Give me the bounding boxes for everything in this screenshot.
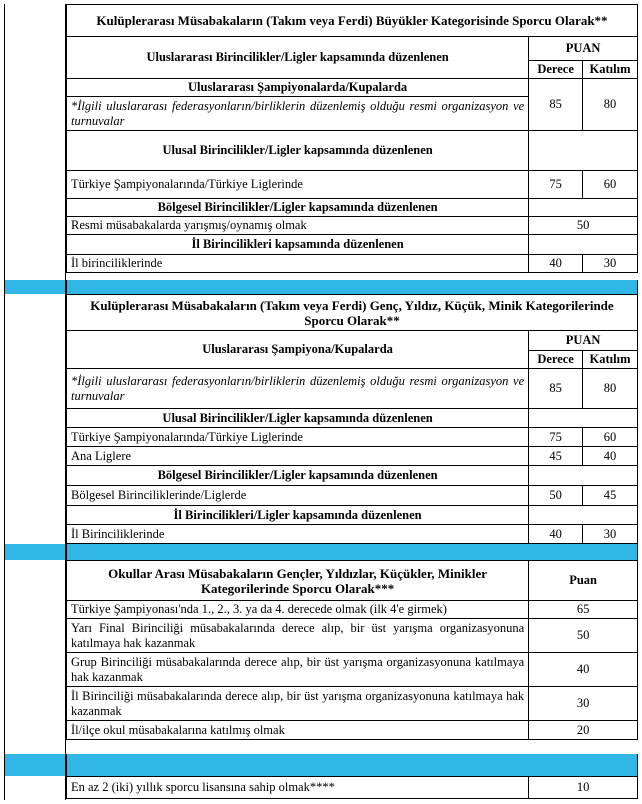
section-schools: [66, 560, 638, 740]
school-row-label: Grup Birinciliği müsabakalarında derece alıp, bir üst yarışma organizasyonuna katılmaya hak kazanmak: [67, 653, 529, 687]
puan-header: PUAN: [529, 331, 638, 351]
school-row-label: İl/ilçe okul müsabakalarına katılmış olmak: [67, 721, 529, 740]
empty-cell: [529, 199, 638, 217]
left-margin-column: [4, 4, 66, 800]
intl-note: *İlgili uluslararası federasyonların/birliklerin düzenlemiş olduğu resmi organizasyon ve turnuvalar: [67, 97, 529, 131]
bolgesel-derece-value: 50: [529, 486, 583, 506]
school-row-value: 50: [529, 619, 638, 653]
intl-header: Uluslararası Şampiyona/Kupalarda: [67, 331, 529, 369]
ulusal-header: Ulusal Birincilikler/Ligler kapsamında düzenlenen: [67, 131, 529, 171]
separator-band: [66, 754, 638, 776]
intl-note: *İlgili uluslararası federasyonların/birliklerin düzenlemiş olduğu resmi organizasyon ve turnuvalar: [67, 369, 529, 409]
section-seniors: [66, 4, 638, 273]
school-row-value: 20: [529, 721, 638, 740]
intl-derece-value: 85: [529, 369, 583, 409]
resmi-label: Resmi müsabakalarda yarışmış/oynamış olmak: [67, 217, 529, 235]
license-table: [66, 776, 638, 799]
puan-header: PUAN: [529, 37, 638, 61]
empty-cell: [529, 466, 638, 486]
il-header: İl Birincilikleri/Ligler kapsamında düzenlenen: [67, 506, 529, 525]
ana-label: Ana Liglere: [67, 447, 529, 466]
license-label: En az 2 (iki) yıllık sporcu lisansına sahip olmak****: [67, 777, 529, 799]
il-derece-value: 40: [529, 255, 583, 273]
katilim-header: Katılım: [583, 61, 638, 79]
seniors-table: [66, 4, 638, 273]
left-separator-band: [5, 280, 65, 294]
section-title: Kulüplerarası Müsabakaların (Takım veya Ferdi) Genç, Yıldız, Küçük, Minik Kategorilerinde Sporcu Olarak**: [67, 295, 638, 331]
school-row-value: 65: [529, 601, 638, 619]
empty-cell: [529, 131, 638, 171]
school-row-label: İl Birinciliği müsabakalarında derece alıp, bir üst yarışma organizasyonuna katılmaya hak kazanmak: [67, 687, 529, 721]
il-label: İl Birinciliklerinde: [67, 525, 529, 544]
school-row-value: 30: [529, 687, 638, 721]
section-youth: [66, 294, 638, 544]
bolgesel-header: Bölgesel Birincilikler/Ligler kapsamında düzenlenen: [67, 199, 529, 217]
license-value: 10: [529, 777, 638, 799]
katilim-header: Katılım: [583, 351, 638, 369]
intl-katilim-value: 80: [583, 369, 638, 409]
tr-derece-value: 75: [529, 428, 583, 447]
school-row-value: 40: [529, 653, 638, 687]
bolgesel-label: Bölgesel Birinciliklerinde/Liglerde: [67, 486, 529, 506]
section-title: Okullar Arası Müsabakaların Gençler, Yıldızlar, Küçükler, Minikler Kategorilerinde Sporcu Olarak***: [67, 561, 529, 601]
bolgesel-katilim-value: 45: [583, 486, 638, 506]
intl-derece-value: 85: [529, 79, 583, 131]
puan-header: Puan: [529, 561, 638, 601]
ana-derece-value: 45: [529, 447, 583, 466]
left-separator-band: [5, 754, 65, 776]
il-derece-value: 40: [529, 525, 583, 544]
school-row-label: Türkiye Şampiyonası'nda 1., 2., 3. ya da 4. derecede olmak (ilk 4'e girmek): [67, 601, 529, 619]
bolgesel-header: Bölgesel Birincilikler/Ligler kapsamında düzenlenen: [67, 466, 529, 486]
separator-band: [66, 280, 638, 294]
separator-band: [66, 544, 638, 560]
intl-katilim-value: 80: [583, 79, 638, 131]
intl-header: Uluslararası Birincilikler/Ligler kapsamında düzenlenen: [67, 37, 529, 79]
tr-label: Türkiye Şampiyonalarında/Türkiye Liglerinde: [67, 428, 529, 447]
tr-katilim-value: 60: [583, 171, 638, 199]
document-page: [4, 4, 638, 800]
ulusal-header: Ulusal Birincilikler/Ligler kapsamında düzenlenen: [67, 409, 529, 428]
tr-katilim-value: 60: [583, 428, 638, 447]
section-title: Kulüplerarası Müsabakaların (Takım veya Ferdi) Büyükler Kategorisinde Sporcu Olarak**: [67, 5, 638, 37]
empty-cell: [529, 506, 638, 525]
section-license: [66, 776, 638, 799]
youth-table: [66, 294, 638, 544]
ana-katilim-value: 40: [583, 447, 638, 466]
derece-header: Derece: [529, 61, 583, 79]
tr-derece-value: 75: [529, 171, 583, 199]
resmi-value: 50: [529, 217, 638, 235]
empty-cell: [529, 235, 638, 255]
derece-header: Derece: [529, 351, 583, 369]
il-header: İl Birincilikleri kapsamında düzenlenen: [67, 235, 529, 255]
empty-cell: [529, 409, 638, 428]
intl-champ-header: Uluslararası Şampiyonalarda/Kupalarda: [67, 79, 529, 97]
il-katilim-value: 30: [583, 525, 638, 544]
left-separator-band: [5, 544, 65, 560]
tr-label: Türkiye Şampiyonalarında/Türkiye Liglerinde: [67, 171, 529, 199]
school-row-label: Yarı Final Birinciliği müsabakalarında derece alıp, bir üst yarışma organizasyonuna katılmaya hak kazanmak: [67, 619, 529, 653]
il-label: İl birinciliklerinde: [67, 255, 529, 273]
il-katilim-value: 30: [583, 255, 638, 273]
schools-table: [66, 560, 638, 740]
